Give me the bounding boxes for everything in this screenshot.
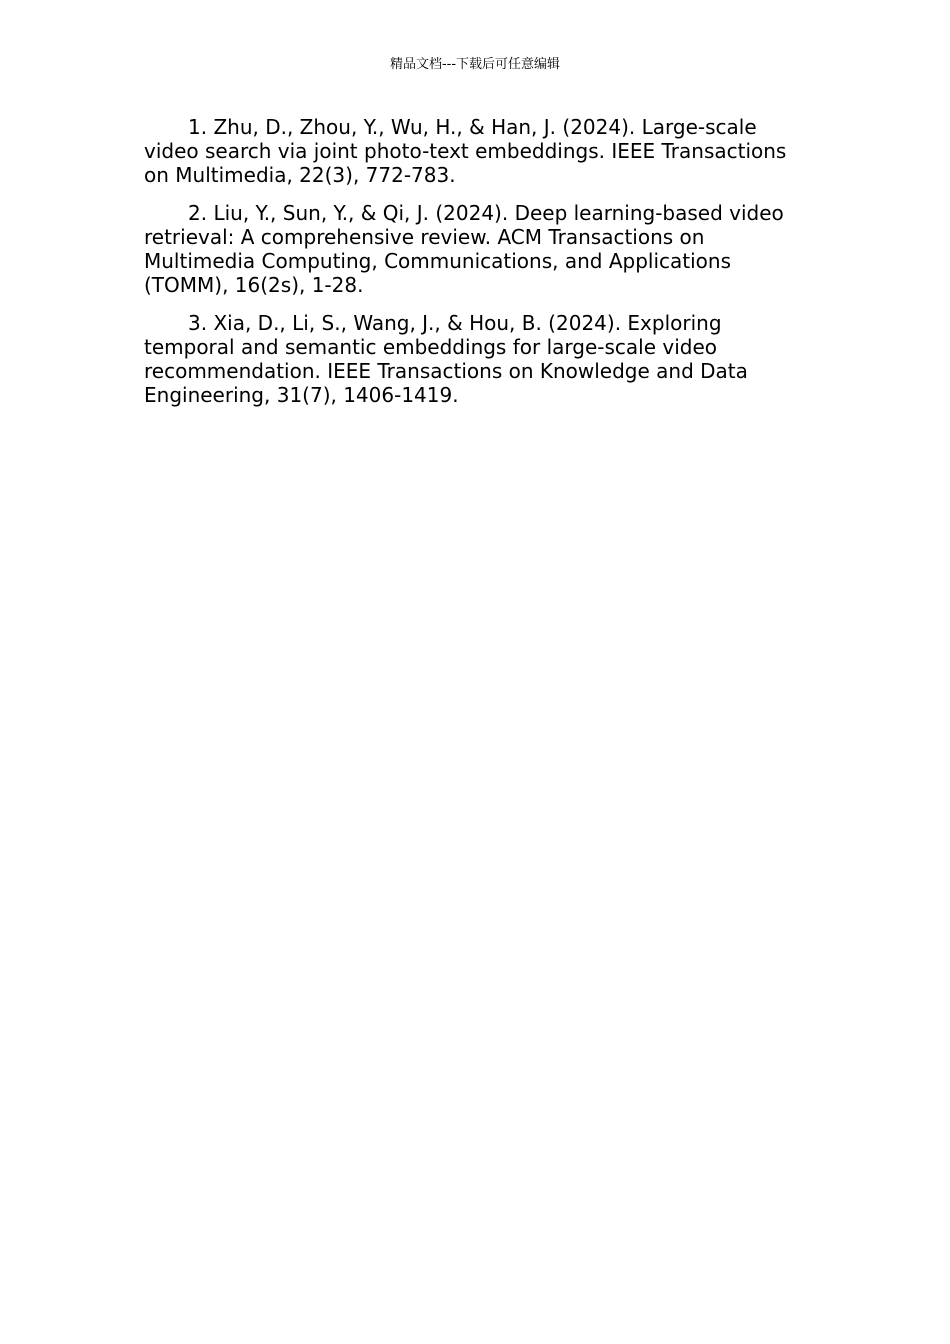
- reference-item-1: 1. Zhu, D., Zhou, Y., Wu, H., & Han, J. (2024). Large-scale video search via joint photo-text embeddings. IEEE Transactions on Multimedia, 22(3), 772-783.: [144, 115, 787, 187]
- reference-item-2: 2. Liu, Y., Sun, Y., & Qi, J. (2024). Deep learning-based video retrieval: A comprehensive review. ACM Transactions on Multimedia Computing, Communications, and Applications (TOMM), 16(2s), 1-28.: [144, 201, 784, 297]
- page-header: 精品文档---下载后可任意编辑: [389, 57, 561, 72]
- reference-list: [144, 115, 804, 421]
- reference-item-3: 3. Xia, D., Li, S., Wang, J., & Hou, B. (2024). Exploring temporal and semantic embeddings for large-scale video recommendation. IEEE Transactions on Knowledge and Data Engineering, 31(7), 1406-1419.: [144, 311, 748, 407]
